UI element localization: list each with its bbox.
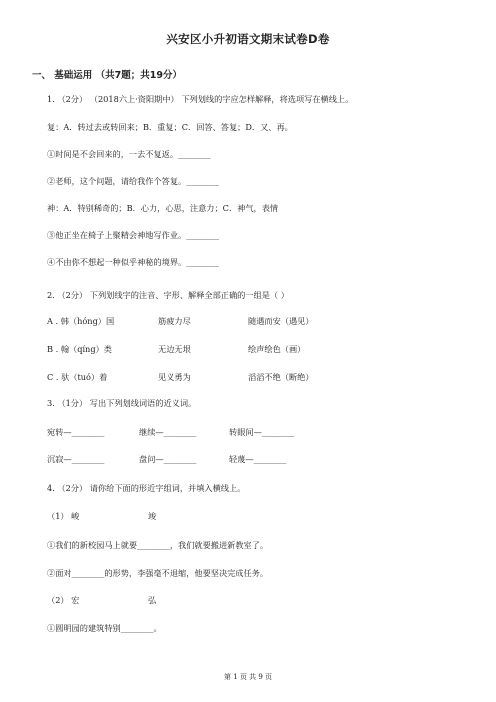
question-2-stem: 2. （2分） 下列划线字的注音、字形、解释全部正确的一组是（ ） bbox=[47, 290, 289, 300]
option-a-phrase: 筋疲力尽 bbox=[158, 316, 191, 326]
question-1-stem: 1. （2分） （2018六上·资阳期中） 下列划线的字应怎样解释，将选项写在横线上。 bbox=[47, 94, 354, 104]
option-c-label: C . 驮（tuó）着 bbox=[47, 372, 108, 382]
question-1-item-3: ③他正坐在椅子上聚精会神地写作业。________ bbox=[47, 230, 219, 240]
question-4-item-1: ①我们的新校园马上就要________，我们就要搬进新教室了。 bbox=[47, 540, 269, 550]
question-1-item-2: ②老师，这个问题，请给我作个答复。________ bbox=[47, 176, 219, 186]
question-4-item-2: ②面对________的形势，李强毫不退缩，他要坚决完成任务。 bbox=[47, 568, 269, 578]
question-1-item-4: ④不由你不想起一种似乎神秘的境界。________ bbox=[47, 257, 219, 267]
option-b-phrase: 无边无垠 bbox=[158, 344, 191, 354]
section-heading: 一、 基础运用 （共7题；共19分） bbox=[32, 70, 182, 81]
option-c-phrase: 见义勇为 bbox=[158, 372, 191, 382]
q3-item-4: 沉寂—________ bbox=[47, 454, 105, 464]
q4-pair-2-right: 弘 bbox=[148, 595, 157, 605]
question-4-stem: 4. （2分） 请你给下面的形近字组词，并填入横线上。 bbox=[47, 483, 246, 493]
q4-pair-1-right: 竣 bbox=[148, 511, 157, 521]
question-1-item-1: ①时间是不会回来的，一去不复返。________ bbox=[47, 149, 211, 159]
option-c-explain: 滔滔不绝（断绝） bbox=[248, 372, 314, 382]
q4-pair-1-left: （1） 峻 bbox=[47, 511, 80, 521]
q3-item-1: 宛转—________ bbox=[47, 427, 105, 437]
q3-item-5: 盘问—________ bbox=[139, 454, 197, 464]
q3-item-3: 转眼间—________ bbox=[229, 427, 295, 437]
q3-item-2: 继续—________ bbox=[139, 427, 197, 437]
document-title: 兴安区小升初语文期末试卷D卷 bbox=[166, 32, 330, 46]
option-b-explain: 绘声绘色（画） bbox=[248, 344, 306, 354]
question-4-item-3: ①圆明园的建筑特别________。 bbox=[47, 623, 162, 633]
question-3-stem: 3. （1分） 写出下列划线词语的近义词。 bbox=[47, 398, 197, 408]
option-a-label: A . 韩（hóng）国 bbox=[47, 316, 115, 326]
q4-pair-2-left: （2） 宏 bbox=[47, 595, 80, 605]
question-1-options-shen: 神：A．特别稀奇的；B．心力，心思，注意力；C．神气，表情 bbox=[47, 203, 279, 213]
question-1-options-fu: 复：A．转过去或转回来；B．重复；C．回答、答复；D．又、再。 bbox=[47, 122, 293, 132]
q3-item-6: 轻蔑—________ bbox=[229, 454, 287, 464]
option-a-explain: 随遇而安（遇见） bbox=[248, 316, 314, 326]
option-b-label: B . 翰（qíng）类 bbox=[47, 344, 112, 354]
page-footer: 第 1 页 共 9 页 bbox=[223, 673, 273, 681]
